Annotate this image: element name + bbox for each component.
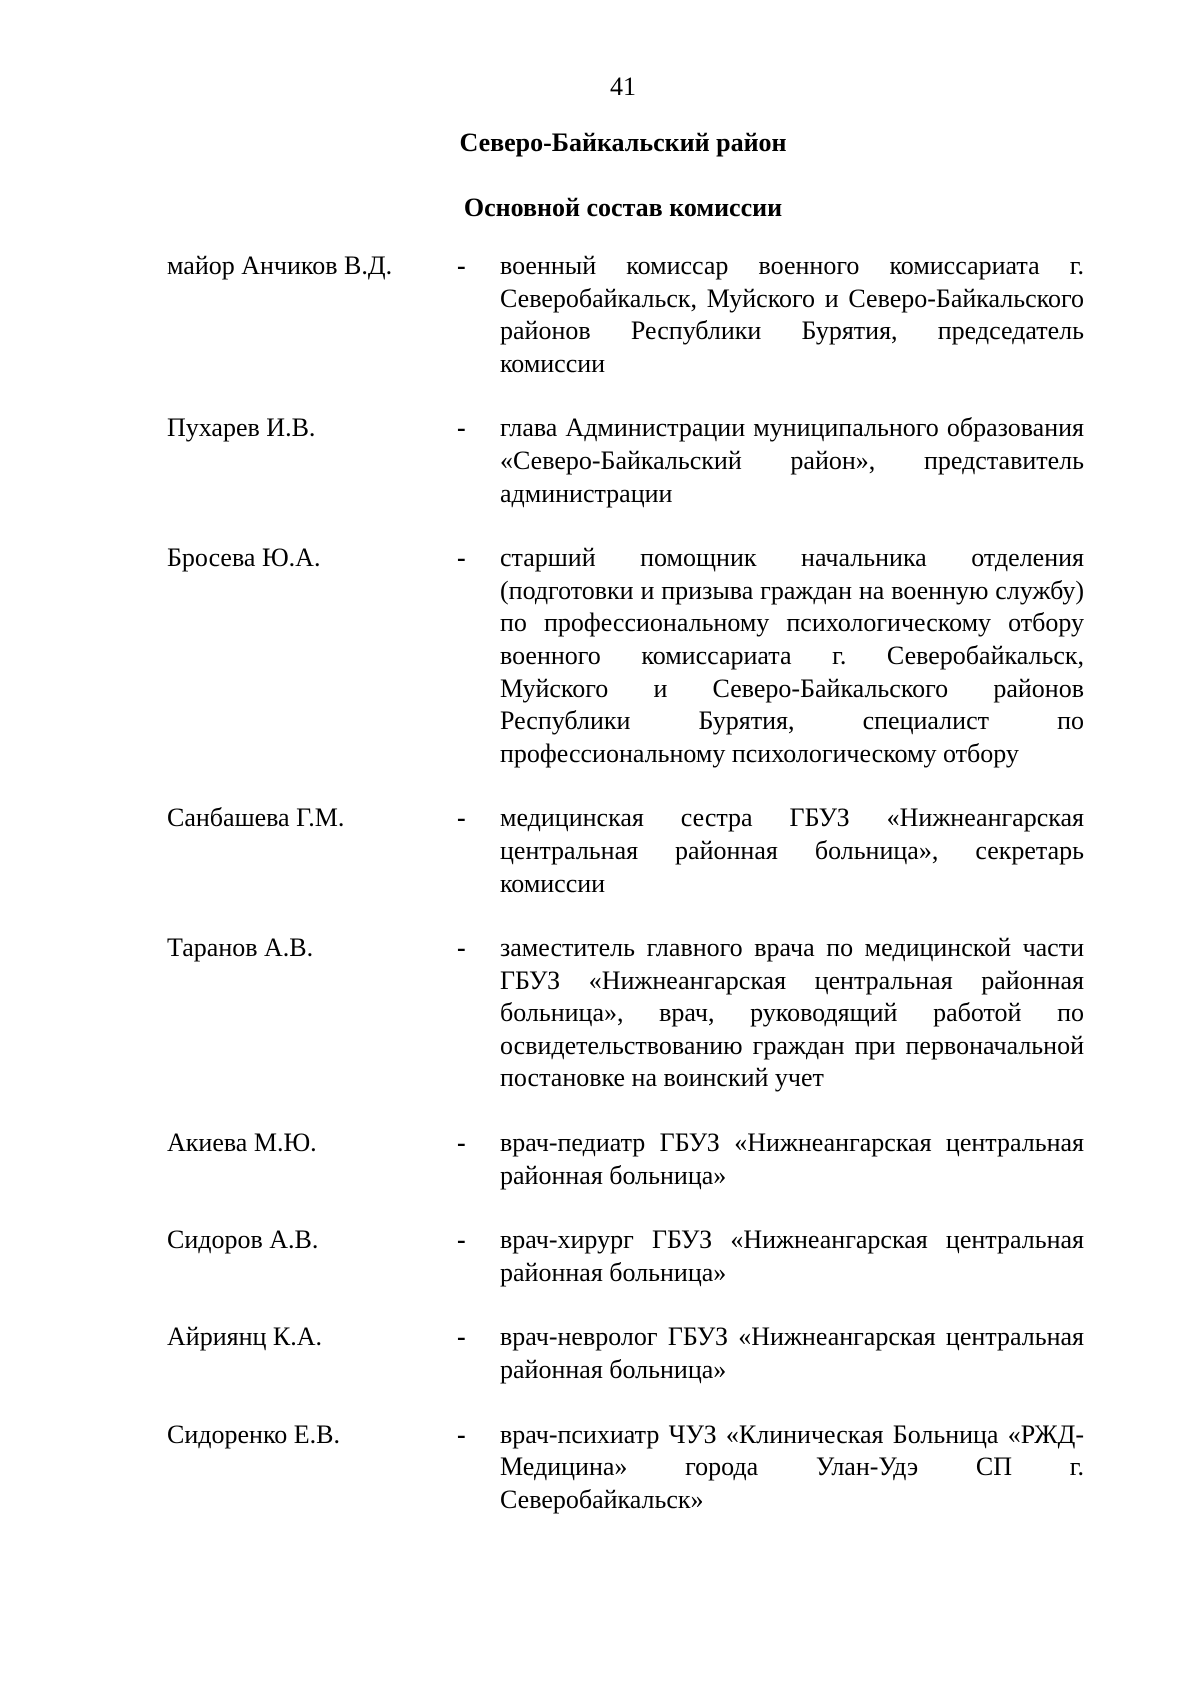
member-dash: - [457,933,466,963]
members-list [167,250,1084,1548]
member-dash: - [457,803,466,833]
member-entry [167,1224,1084,1289]
member-role: военный комиссар военного комиссариата г. Северобайкальск, Муйского и Северо-Байкальского районов Республики Бурятия, председатель комиссии [500,251,1084,378]
composition-title: Основной состав комиссии [463,193,783,222]
member-role: заместитель главного врача по медицинской части ГБУЗ «Нижнеангарская центральная районная больница», врач, руководящий работой по освидетельствованию граждан при первоначальной постановке на воинский учет [500,933,1084,1093]
member-dash: - [457,251,466,280]
page-number: 41 [610,72,636,101]
member-dash: - [457,1128,466,1158]
member-role: врач-хирург ГБУЗ «Нижнеангарская центральная районная больница» [500,1225,1084,1287]
member-dash: - [457,413,466,443]
member-name: Пухарев И.В. [167,413,316,443]
member-name: майор Анчиков В.Д. [167,251,393,280]
member-entry [167,932,1084,1095]
member-name: Санбашева Г.М. [167,803,345,833]
member-name: Сидоренко Е.В. [167,1419,340,1449]
member-name: Сидоров А.В. [167,1225,319,1255]
member-role: медицинская сестра ГБУЗ «Нижнеангарская центральная районная больница», секретарь комиссии [500,803,1084,898]
member-name: Айриянц К.А. [167,1322,323,1352]
member-role: старший помощник начальника отделения (подготовки и призыва граждан на военную службу) по профессиональному психологическому отбору военного комиссариата г. Северобайкальск, Муйского и Северо-Байкальского районов Республики Бурятия, специалист по профессиональному психологическому отбору [500,543,1084,768]
member-entry [167,542,1084,770]
member-name: Бросева Ю.А. [167,543,321,573]
member-entry [167,802,1084,900]
member-entry [167,1321,1084,1386]
member-entry [167,250,1084,380]
member-role: глава Администрации муниципального образования «Северо-Байкальский район», представитель администрации [500,413,1084,508]
member-dash: - [457,1419,466,1449]
district-title: Северо-Байкальский район [459,128,787,157]
member-role: врач-педиатр ГБУЗ «Нижнеангарская центральная районная больница» [500,1128,1084,1190]
member-role: врач-невролог ГБУЗ «Нижнеангарская центральная районная больница» [500,1322,1084,1385]
member-name: Акиева М.Ю. [167,1128,317,1158]
member-entry [167,1127,1084,1192]
member-entry [167,1419,1084,1517]
member-dash: - [457,1225,466,1255]
member-entry [167,412,1084,510]
member-dash: - [457,1322,466,1352]
member-dash: - [457,543,466,573]
member-name: Таранов А.В. [167,933,314,963]
member-role: врач-психиатр ЧУЗ «Клиническая Больница «РЖД-Медицина» города Улан-Удэ СП г. Северобайкальск» [500,1419,1084,1514]
